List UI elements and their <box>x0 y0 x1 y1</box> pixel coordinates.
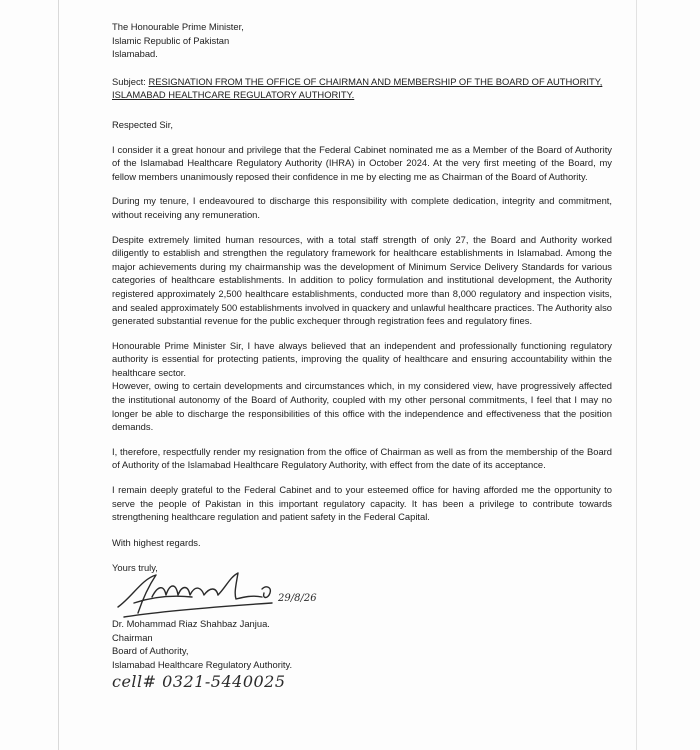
handwritten-cell-number: cell# 0321-5440025 <box>112 672 286 692</box>
signature-area <box>112 575 612 617</box>
signatory-block <box>112 617 612 671</box>
handwritten-signature <box>112 567 372 619</box>
paragraph-7: I remain deeply grateful to the Federal Cabinet and to your esteemed office for having afforded me the opportunity to serve the people of Pakistan in this important regulatory capacity. It has been a privilege to contribute towards strengthening healthcare regulation and patient safety in the Federal Capital. <box>112 484 612 523</box>
signatory-body: Board of Authority, <box>112 645 189 657</box>
addressee-line-1: The Honourable Prime Minister, <box>112 21 244 32</box>
subject-label: Subject: <box>112 75 146 87</box>
salutation: Respected Sir, <box>112 118 173 130</box>
right-margin-rule <box>636 0 637 750</box>
signatory-title: Chairman <box>112 631 153 643</box>
paragraph-5: However, owing to certain developments and circumstances which, in my considered view, have progressively affected the institutional autonomy of the Board of Authority, coupled with my other personal commitments, I feel that I may no longer be able to discharge the responsibilities of this office with the independence and effectiveness that the position demands. <box>112 380 612 433</box>
subject-text: RESIGNATION FROM THE OFFICE OF CHAIRMAN AND MEMBERSHIP OF THE BOARD OF AUTHORITY, ISLAMABAD HEALTHCARE REGULATORY AUTHORITY. <box>112 75 603 101</box>
paragraph-3: Despite extremely limited human resources, with a total staff strength of only 27, the Board and Authority worked diligently to establish and strengthen the regulatory framework for healthcare establishments in Islamabad. Among the major achievements during my chairmanship was the development of Minimum Service Delivery Standards for various categories of healthcare establishments. In addition to policy formulation and institutional development, the Authority registered approximately 2,500 healthcare establishments, conducted more than 8,000 regulatory and inspection visits, and sealed approximately 500 establishments involved in quackery and unlawful healthcare practices. The Authority also generated substantial revenue for the public exchequer through registration fees and regulatory fines. <box>112 233 612 327</box>
letter-body <box>112 20 612 692</box>
paragraph-6: I, therefore, respectfully render my resignation from the office of Chairman as well as from the membership of the Board of Authority of the Islamabad Healthcare Regulatory Authority, with effect from the date of its acceptance. <box>112 445 612 471</box>
addressee-line-2: Islamic Republic of Pakistan <box>112 34 230 46</box>
left-margin-rule <box>58 0 59 750</box>
paragraph-4: Honourable Prime Minister Sir, I have always believed that an independent and professionally functioning regulatory authority is essential for protecting patients, improving the quality of healthcare and ensuring accountability within the healthcare sector. <box>112 339 612 378</box>
subject-line <box>112 75 612 102</box>
signatory-org: Islamabad Healthcare Regulatory Authority. <box>112 658 293 670</box>
paragraph-1: I consider it a great honour and privilege that the Federal Cabinet nominated me as a Member of the Board of Authority of the Islamabad Healthcare Regulatory Authority (IHRA) in October 2024. At the very first meeting of the Board, my fellow members unanimously reposed their confidence in me by electing me as Chairman of the Board of Authority. <box>112 143 612 182</box>
closing-line: With highest regards. <box>112 536 201 548</box>
addressee-line-3: Islamabad. <box>112 48 158 60</box>
paragraph-2: During my tenure, I endeavoured to discharge this responsibility with complete dedication, integrity and commitment, without receiving any remuneration. <box>112 195 612 220</box>
yours-truly: Yours truly, <box>112 562 158 574</box>
addressee-block <box>112 20 612 61</box>
signatory-name: Dr. Mohammad Riaz Shahbaz Janjua. <box>112 618 270 629</box>
handwritten-date: 29/8/26 <box>278 593 317 604</box>
